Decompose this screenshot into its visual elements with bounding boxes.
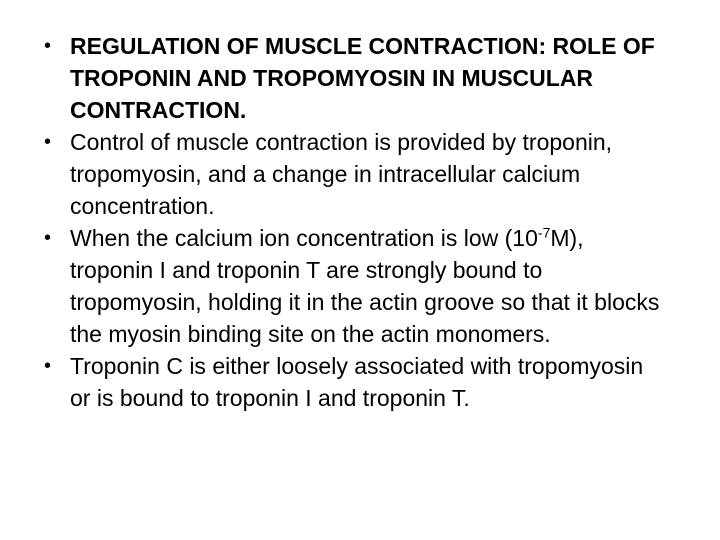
bullet-text-after: M), troponin I and troponin T are strongly bound to tropomyosin, holding it in the actin groove so that it blocks the myosin binding site on the actin monomers. <box>70 225 660 347</box>
bullet-text-before: When the calcium ion concentration is low (10 <box>70 225 538 251</box>
bullet-list <box>44 30 664 414</box>
bullet-item-control <box>44 126 664 222</box>
bullet-dot-icon: • <box>44 355 52 377</box>
bullet-text: Troponin C is either loosely associated with tropomyosin or is bound to troponin I and troponin T. <box>70 353 644 411</box>
bullet-dot-icon: • <box>44 131 52 153</box>
bullet-dot-icon: • <box>44 227 52 249</box>
bullet-dot-icon: • <box>44 35 52 57</box>
bullet-item-title <box>44 30 664 126</box>
concentration-exponent: -7 <box>537 224 551 241</box>
bullet-item-troponin-c <box>44 350 664 414</box>
bullet-text: Control of muscle contraction is provided by troponin, tropomyosin, and a change in intracellular calcium concentration. <box>70 129 613 219</box>
bullet-item-calcium-low <box>44 222 664 350</box>
slide-title: REGULATION OF MUSCLE CONTRACTION: ROLE OF TROPONIN AND TROPOMYOSIN IN MUSCULAR CONTRACTION. <box>70 33 655 123</box>
